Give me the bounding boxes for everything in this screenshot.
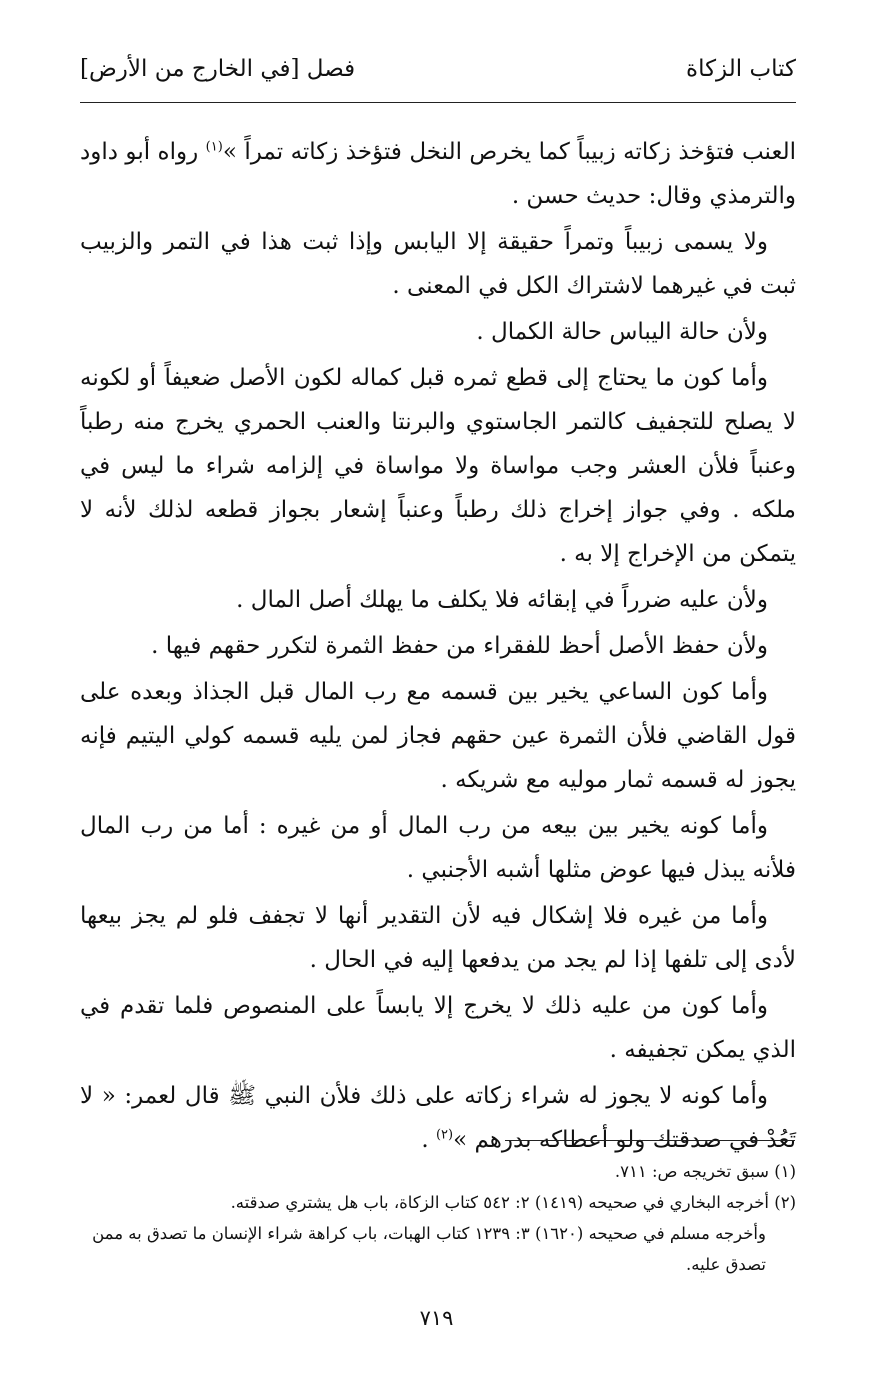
page-number: ٧١٩ — [419, 1306, 454, 1330]
paragraph-2: ولا يسمى زبيباً وتمراً حقيقة إلا اليابس وإذا ثبت هذا في التمر والزبيب ثبت في غيرهما لاشتراك الكل في المعنى . — [80, 229, 796, 299]
footnote-ref-2: (٢) — [435, 1127, 454, 1143]
paragraph-5: ولأن عليه ضرراً في إبقائه فلا يكلف ما يهلك أصل المال . — [236, 587, 768, 613]
paragraph-7: وأما كون الساعي يخير بين قسمه مع رب المال قبل الجذاذ وبعده على قول القاضي فلأن الثمرة عين حقهم فجاز لمن يليه قسمه كولي اليتيم فإنه يجوز له قسمه ثمار موليه مع شريكه . — [80, 679, 796, 793]
paragraph-11: وأما كونه لا يجوز له شراء زكاته على ذلك فلأن النبي ﷺ قال لعمر: « لا تَعُدْ في صدقتك ولو أعطاكه بدرهم »$^{(٢)}$ . — [80, 1083, 796, 1153]
paragraph-3: ولأن حالة اليباس حالة الكمال . — [476, 319, 768, 345]
book-title: كتاب الزكاة — [686, 56, 796, 82]
paragraph-6: ولأن حفظ الأصل أحظ للفقراء من حفظ الثمرة لتكرر حقهم فيها . — [151, 633, 768, 659]
footnote-ref-1: (١) — [205, 139, 223, 155]
footnote-1: (١) سبق تخريجه ص: ٧١١. — [614, 1162, 796, 1181]
running-header — [80, 52, 796, 86]
footnote-2: (٢) أخرجه البخاري في صحيحه (١٤١٩) ٢: ٥٤٢ كتاب الزكاة، باب هل يشتري صدقته. — [230, 1193, 796, 1212]
paragraph-8: وأما كونه يخير بين بيعه من رب المال أو من غيره : أما من رب المال فلأنه يبذل فيها عوض مثلها أشبه الأجنبي . — [80, 813, 796, 883]
footnote-2-continuation: وأخرجه مسلم في صحيحه (١٦٢٠) ٣: ١٢٣٩ كتاب الهبات، باب كراهة شراء الإنسان ما تصدق به ممن تصدق عليه. — [92, 1224, 766, 1274]
footnotes — [80, 1156, 796, 1280]
header-divider — [80, 102, 796, 103]
paragraph-9: وأما من غيره فلا إشكال فيه لأن التقدير أنها لا تجفف فلو لم يجز بيعها لأدى إلى تلفها إذا لم يجد من يدفعها إليه في الحال . — [80, 903, 796, 973]
paragraph-10: وأما كون من عليه ذلك لا يخرج إلا يابساً على المنصوص فلما تقدم في الذي يمكن تجفيفه . — [80, 993, 796, 1063]
main-text — [80, 130, 796, 1164]
paragraph-4: وأما كون ما يحتاج إلى قطع ثمره قبل كماله لكون الأصل ضعيفاً أو لكونه لا يصلح للتجفيف كالتمر الجاستوي والبرنتا والعنب الحمري يخرج منه رطباً وعنباً فلأن العشر وجب مواساة ولا مواساة في إلزامه شراء ما ليس في ملكه . وفي جواز إخراج ذلك رطباً وعنباً إشعار بجواز قطعه لذلك لأنه لا يتمكن من الإخراج إلا به . — [80, 365, 796, 567]
chapter-title: فصل [في الخارج من الأرض] — [80, 56, 356, 82]
footnote-divider — [505, 1140, 795, 1141]
paragraph-1: العنب فتؤخذ زكاته زبيباً كما يخرص النخل فتؤخذ زكاته تمراً »$^{(١)}$ رواه أبو داود والترمذي وقال: حديث حسن . — [80, 139, 796, 209]
